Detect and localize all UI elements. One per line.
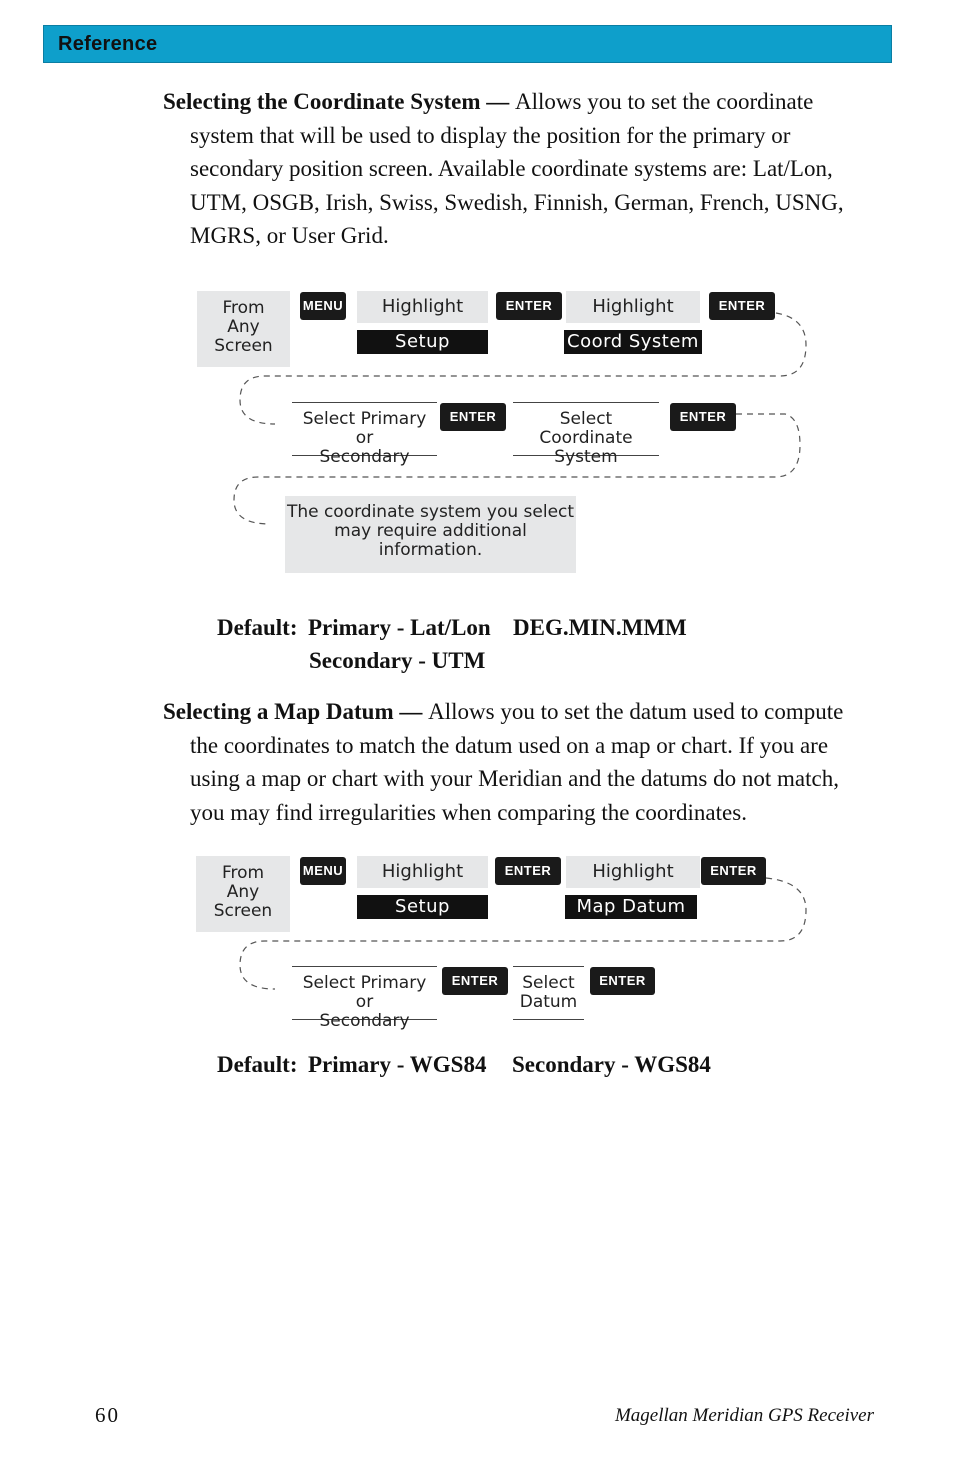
default-format: DEG.MIN.MMM (513, 615, 687, 640)
paragraph-line: Allows you to set the coordinate (515, 89, 814, 114)
select-primary-label: Select Primary or (302, 973, 427, 1012)
select-primary-label: Secondary (319, 1011, 410, 1031)
enter-key: ENTER (709, 292, 775, 320)
select-primary-secondary-box (292, 966, 437, 1031)
coordinate-system-heading: Selecting the Coordinate System (163, 89, 481, 114)
note-line: may require additional (334, 521, 527, 541)
page-number: 60 (95, 1403, 120, 1427)
enter-key: ENTER (701, 857, 766, 885)
highlight-label: Highlight (357, 291, 488, 323)
paragraph-line: you may find irregularities when comparing the coordinates. (190, 799, 747, 825)
from-label: From (221, 863, 265, 883)
highlight-label: Highlight (566, 291, 700, 323)
setup-menu-item: Setup (357, 330, 488, 354)
from-label: Screen (213, 901, 273, 921)
menu-key: MENU (300, 857, 346, 885)
paragraph-line: secondary position screen. Available coordinate systems are: Lat/Lon, (190, 156, 833, 182)
select-coordinate-system-box (513, 402, 659, 467)
from-label: Any (226, 882, 260, 902)
highlight-label: Highlight (566, 856, 700, 888)
enter-key: ENTER (495, 857, 561, 885)
from-any-screen-box (197, 291, 290, 367)
paragraph-line: Allows you to set the datum used to compute (428, 699, 844, 724)
from-label: Screen (214, 336, 273, 356)
enter-key: ENTER (442, 967, 508, 995)
paragraph-line: using a map or chart with your Meridian and the datums do not match, (190, 766, 839, 792)
default-label: Default: (217, 615, 298, 640)
select-coordinate-label: System (554, 447, 618, 467)
select-datum-box (513, 966, 584, 1020)
default-secondary: Secondary - UTM (309, 648, 486, 673)
coordinate-note-box (285, 496, 576, 573)
heading-dash: — (480, 89, 515, 114)
default-secondary: Secondary - WGS84 (512, 1052, 711, 1077)
select-primary-secondary-box (292, 402, 437, 467)
menu-key: MENU (300, 292, 346, 320)
default-primary: Primary - WGS84 (308, 1052, 487, 1077)
note-line: information. (378, 540, 483, 560)
heading-dash: — (393, 699, 429, 724)
from-label: Any (227, 317, 260, 337)
enter-key: ENTER (670, 403, 736, 431)
default-label: Default: (217, 1052, 298, 1077)
note-line: The coordinate system you select (286, 502, 575, 522)
enter-key: ENTER (496, 292, 562, 320)
select-primary-label: Secondary (319, 447, 410, 467)
map-datum-heading: Selecting a Map Datum (163, 699, 394, 724)
select-datum-label: Datum (519, 992, 578, 1012)
select-datum-label: Select (522, 973, 575, 993)
paragraph-line: system that will be used to display the position for the primary or (190, 122, 791, 148)
setup-menu-item: Setup (357, 895, 488, 919)
map-datum-menu-item: Map Datum (565, 895, 697, 919)
select-coordinate-label: Select Coordinate (539, 409, 633, 448)
enter-key: ENTER (440, 403, 506, 431)
select-primary-label: Select Primary or (302, 409, 427, 448)
enter-key: ENTER (590, 967, 655, 995)
paragraph-line: UTM, OSGB, Irish, Swiss, Swedish, Finnish, German, French, USNG, (190, 189, 844, 215)
from-label: From (222, 298, 265, 318)
coord-system-menu-item: Coord System (564, 330, 702, 354)
section-title: Reference (58, 33, 158, 55)
paragraph-line: MGRS, or User Grid. (190, 223, 389, 249)
default-primary: Primary - Lat/Lon (308, 615, 491, 640)
footer-book-title: Magellan Meridian GPS Receiver (614, 1405, 874, 1426)
map-datum-paragraph (163, 695, 873, 829)
highlight-label: Highlight (357, 856, 488, 888)
from-any-screen-box (196, 856, 290, 932)
paragraph-line: the coordinates to match the datum used on a map or chart. If you are (190, 732, 829, 758)
